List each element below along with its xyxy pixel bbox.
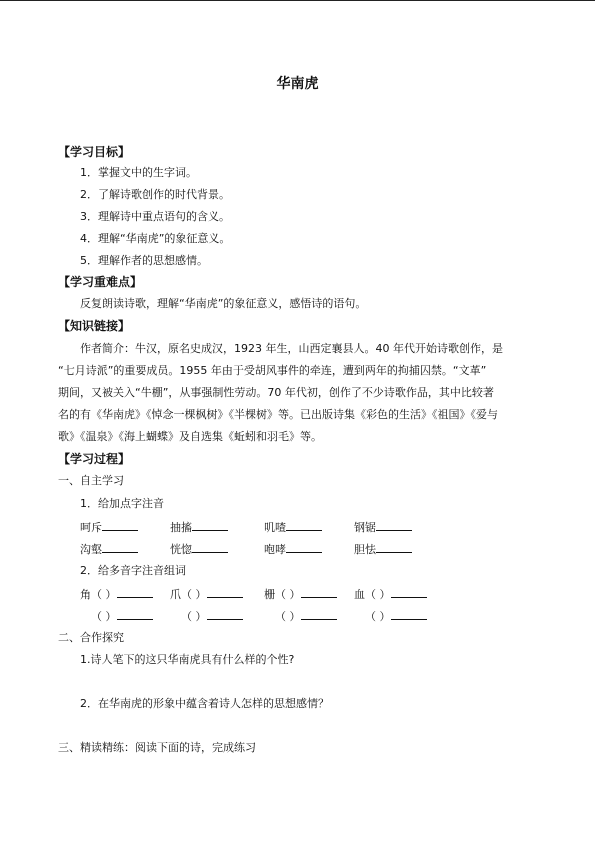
page-title: 华南虎 bbox=[276, 76, 319, 92]
answer-blank[interactable] bbox=[286, 518, 322, 531]
heading-knowledge-link: 【知识链接】 bbox=[58, 319, 131, 333]
answer-blank[interactable] bbox=[207, 607, 243, 620]
part-cooperative-inquiry: 二、合作探究 bbox=[58, 631, 124, 644]
word-fill: 沟壑 bbox=[80, 540, 138, 558]
word-fill: 抽搐 bbox=[170, 518, 228, 536]
heading-learning-process: 【学习过程】 bbox=[58, 452, 131, 466]
goal-item: 3．理解诗中重点语句的含义。 bbox=[80, 210, 230, 223]
question-tiger-personality: 1.诗人笔下的这只华南虎具有什么样的个性? bbox=[80, 653, 295, 666]
key-points-text: 反复朗读诗歌，理解“华南虎”的象征意义，感悟诗的语句。 bbox=[80, 297, 367, 310]
answer-blank[interactable] bbox=[286, 540, 322, 553]
part-close-reading: 三、精读精练：阅读下面的诗，完成练习 bbox=[58, 741, 256, 754]
word-fill: 呵斥 bbox=[80, 518, 138, 536]
answer-blank[interactable] bbox=[192, 518, 228, 531]
word-fill: 钢锯 bbox=[354, 518, 412, 536]
goal-item: 5．理解作者的思想感情。 bbox=[80, 254, 208, 267]
question-pinyin: 1．给加点字注音 bbox=[80, 497, 164, 510]
word-fill: 恍惚 bbox=[170, 540, 228, 558]
heading-learning-goals: 【学习目标】 bbox=[58, 145, 131, 159]
author-intro-line: 歌》《温泉》《海上蝴蝶》及自选集《蚯蚓和羽毛》等。 bbox=[58, 430, 322, 443]
answer-blank[interactable] bbox=[117, 607, 153, 620]
polyphone-fill: （ ） bbox=[275, 607, 337, 625]
goal-item: 2．了解诗歌创作的时代背景。 bbox=[80, 188, 230, 201]
goal-item: 4．理解“华南虎”的象征意义。 bbox=[80, 232, 231, 245]
heading-key-points: 【学习重难点】 bbox=[58, 275, 143, 289]
part-self-study: 一、自主学习 bbox=[58, 474, 124, 487]
polyphone-fill: 角（ ） bbox=[80, 585, 153, 603]
polyphone-fill: 爪（ ） bbox=[170, 585, 243, 603]
answer-blank[interactable] bbox=[207, 585, 243, 598]
author-intro-line: 名的有《华南虎》《悼念一棵枫树》《半棵树》等。已出版诗集《彩色的生活》《祖国》《爱与 bbox=[58, 408, 498, 421]
word-fill: 咆哮 bbox=[264, 540, 322, 558]
polyphone-fill: 栅（ ） bbox=[264, 585, 337, 603]
answer-blank[interactable] bbox=[102, 518, 138, 531]
word-fill: 胆怯 bbox=[354, 540, 412, 558]
word-fill: 叽喳 bbox=[264, 518, 322, 536]
answer-blank[interactable] bbox=[117, 585, 153, 598]
author-intro-line: 期间，又被关入“牛棚”，从事强制性劳动。70 年代初，创作了不少诗歌作品，其中比较著 bbox=[58, 386, 494, 399]
goal-item: 1．掌握文中的生字词。 bbox=[80, 166, 197, 179]
author-intro-line: 作者简介：牛汉，原名史成汉，1923 年生，山西定襄县人。40 年代开始诗歌创作，是 bbox=[80, 342, 503, 355]
polyphone-fill: （ ） bbox=[91, 607, 153, 625]
polyphone-fill: 血（ ） bbox=[354, 585, 427, 603]
answer-blank[interactable] bbox=[192, 540, 228, 553]
answer-blank[interactable] bbox=[376, 540, 412, 553]
answer-blank[interactable] bbox=[301, 607, 337, 620]
author-intro-line: “七月诗派”的重要成员。1955 年由于受胡风事件的牵连，遭到两年的拘捕囚禁。“文革” bbox=[58, 364, 487, 377]
answer-blank[interactable] bbox=[376, 518, 412, 531]
top-border-line bbox=[0, 0, 595, 1]
question-poet-feelings: 2．在华南虎的形象中蕴含着诗人怎样的思想感情？ bbox=[80, 697, 329, 710]
polyphone-fill: （ ） bbox=[365, 607, 427, 625]
answer-blank[interactable] bbox=[391, 585, 427, 598]
question-polyphone: 2．给多音字注音组词 bbox=[80, 564, 186, 577]
answer-blank[interactable] bbox=[102, 540, 138, 553]
answer-blank[interactable] bbox=[391, 607, 427, 620]
answer-blank[interactable] bbox=[301, 585, 337, 598]
polyphone-fill: （ ） bbox=[181, 607, 243, 625]
